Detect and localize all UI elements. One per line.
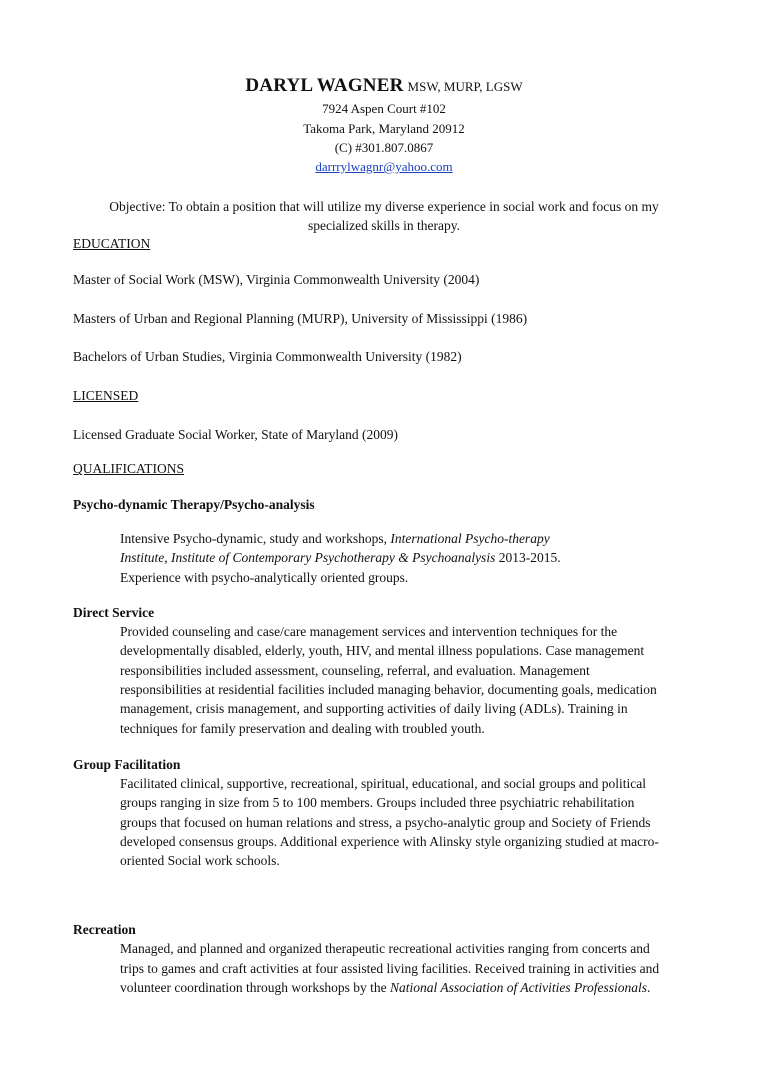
- recreation-line: trips to games and craft activities at four assisted living facilities. Received training in activities and: [120, 961, 660, 976]
- group-facilitation-line: groups that focused on human relations and stress, a psycho-analytic group and Society of Friends: [120, 815, 651, 830]
- group-facilitation-line: Facilitated clinical, supportive, recreational, spiritual, educational, and social groups and political: [120, 776, 646, 791]
- direct-service-line: developmentally disabled, elderly, youth, HIV, and mental illness populations. Case management: [120, 643, 645, 658]
- licensed-heading: LICENSED: [73, 388, 139, 403]
- recreation-title: Recreation: [73, 922, 136, 937]
- direct-service-line: Provided counseling and case/care management services and intervention techniques for the: [120, 624, 618, 639]
- recreation-line: volunteer coordination through workshops by the National Association of Activities Professionals.: [120, 980, 651, 995]
- license-item: Licensed Graduate Social Worker, State of Maryland (2009): [73, 427, 399, 442]
- direct-service-line: responsibilities at residential facilities included managing behavior, documenting goals, medication: [120, 682, 657, 697]
- direct-service-title: Direct Service: [73, 605, 155, 620]
- psychodynamic-title: Psycho-dynamic Therapy/Psycho-analysis: [73, 497, 315, 512]
- phone: (C) #301.807.0867: [334, 140, 434, 155]
- objective-line-2: specialized skills in therapy.: [307, 218, 461, 233]
- group-facilitation-line: groups ranging in size from 5 to 100 members. Groups included three psychiatric rehabilitation: [120, 795, 635, 810]
- group-facilitation-line: oriented Social work schools.: [120, 853, 280, 868]
- group-facilitation-title: Group Facilitation: [73, 757, 181, 772]
- address-line-1: 7924 Aspen Court #102: [322, 101, 446, 116]
- direct-service-line: responsibilities included assessment, counseling, referral, and evaluation. Management: [120, 663, 590, 678]
- psychodynamic-line-1: Intensive Psycho-dynamic, study and workshops, International Psycho-therapy: [120, 531, 550, 546]
- education-heading: EDUCATION: [73, 236, 151, 251]
- education-item: Masters of Urban and Regional Planning (MURP), University of Mississippi (1986): [73, 311, 528, 326]
- name-heading: [0, 75, 768, 97]
- group-facilitation-line: developed consensus groups. Additional experience with Alinsky style organizing studied at macro-: [120, 834, 659, 849]
- direct-service-line: management, crisis management, and supporting activities of daily living (ADLs). Training in: [120, 701, 628, 716]
- direct-service-line: techniques for family preservation and dealing with troubled youth.: [120, 721, 485, 736]
- full-name: DARYL WAGNER: [245, 75, 404, 96]
- qualifications-heading: QUALIFICATIONS: [73, 461, 184, 476]
- address-line-2: Takoma Park, Maryland 20912: [303, 121, 465, 136]
- recreation-line: Managed, and planned and organized therapeutic recreational activities ranging from concerts and: [120, 941, 650, 956]
- psychodynamic-line-3: Experience with psycho-analytically oriented groups.: [120, 570, 409, 585]
- psychodynamic-line-2: Institute, Institute of Contemporary Psychotherapy & Psychoanalysis 2013-2015.: [120, 550, 561, 565]
- education-item: Bachelors of Urban Studies, Virginia Commonwealth University (1982): [73, 349, 462, 364]
- credentials: MSW, MURP, LGSW: [407, 79, 523, 94]
- education-item: Master of Social Work (MSW), Virginia Commonwealth University (2004): [73, 272, 480, 287]
- email-link[interactable]: darrrylwagnr@yahoo.com: [315, 159, 453, 174]
- objective-line-1: Objective: To obtain a position that will utilize my diverse experience in social work and focus on my: [109, 199, 659, 214]
